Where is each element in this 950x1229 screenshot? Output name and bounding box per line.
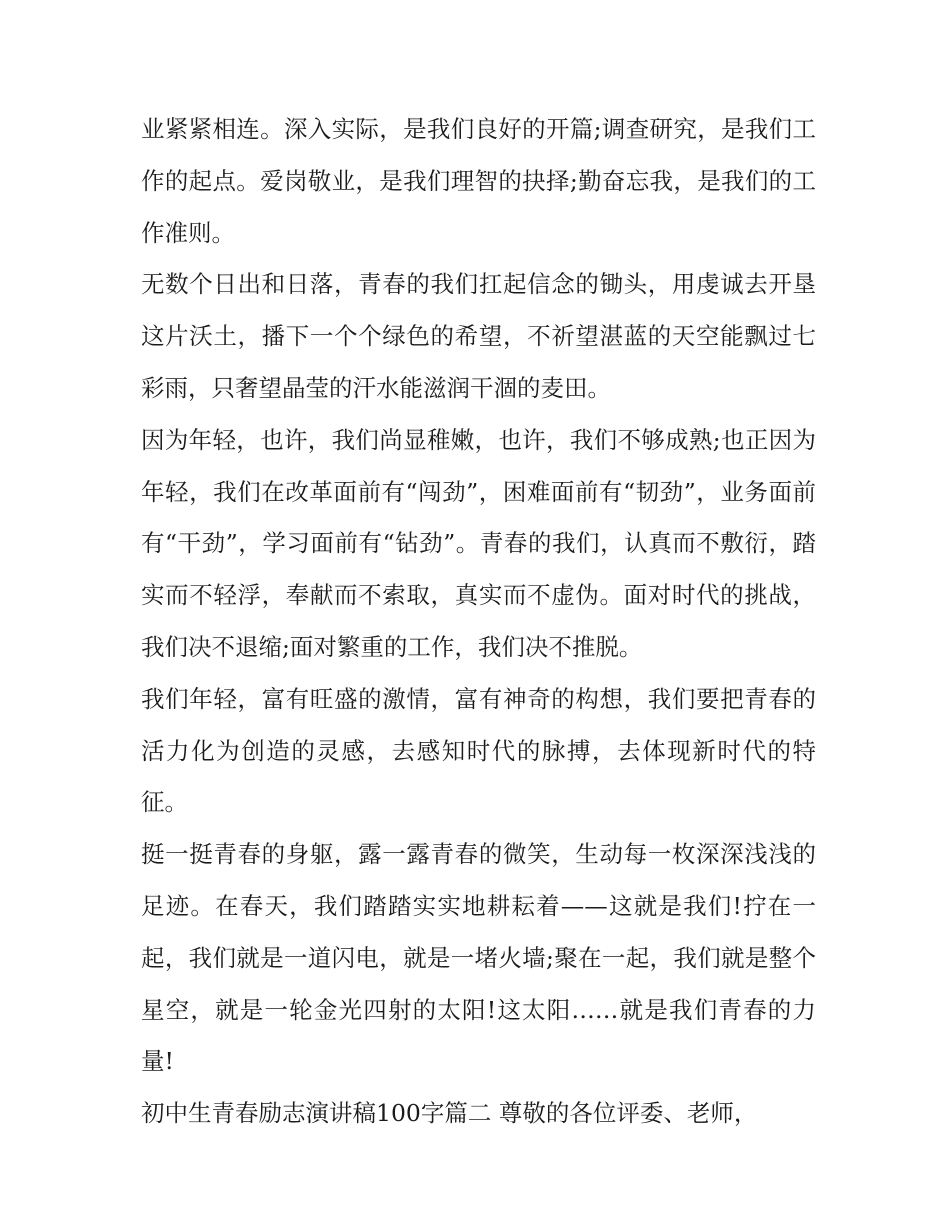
paragraph-3: 因为年轻，也许，我们尚显稚嫩，也许，我们不够成熟;也正因为年轻，我们在改革面前有“闯劲”，困难面前有“韧劲”，业务面前有“干劲”，学习面前有“钻劲”。青春的我们，认真而不敷衍，踏实而不轻浮，奉献而不索取，真实而不虚伪。面对时代的挑战，我们决不退缩;面对繁重的工作，我们决不推脱。	[141, 425, 816, 661]
paragraph-1: 业紧紧相连。深入实际，是我们良好的开篇;调查研究，是我们工作的起点。爱岗敬业，是我们理智的抉择;勤奋忘我，是我们的工作准则。	[141, 115, 816, 247]
paragraph-4: 我们年轻，富有旺盛的激情，富有神奇的构想，我们要把青春的活力化为创造的灵感，去感知时代的脉搏，去体现新时代的特征。	[141, 684, 816, 817]
paragraph-2: 无数个日出和日落，青春的我们扛起信念的锄头，用虔诚去开垦这片沃土，播下一个个绿色的希望，不祈望湛蓝的天空能飘过七彩雨，只奢望晶莹的汗水能滋润干涸的麦田。	[141, 270, 816, 402]
document-body	[141, 104, 816, 1140]
paragraph-5: 挺一挺青春的身躯，露一露青春的微笑，生动每一枚深深浅浅的足迹。在春天，我们踏踏实实地耕耘着——这就是我们!拧在一起，我们就是一道闪电，就是一堵火墙;聚在一起，我们就是整个星空，就是一轮金光四射的太阳!这太阳……就是我们青春的力量!	[141, 840, 816, 1076]
paragraph-6: 初中生青春励志演讲稿100字篇二 尊敬的各位评委、老师，	[141, 1099, 758, 1128]
